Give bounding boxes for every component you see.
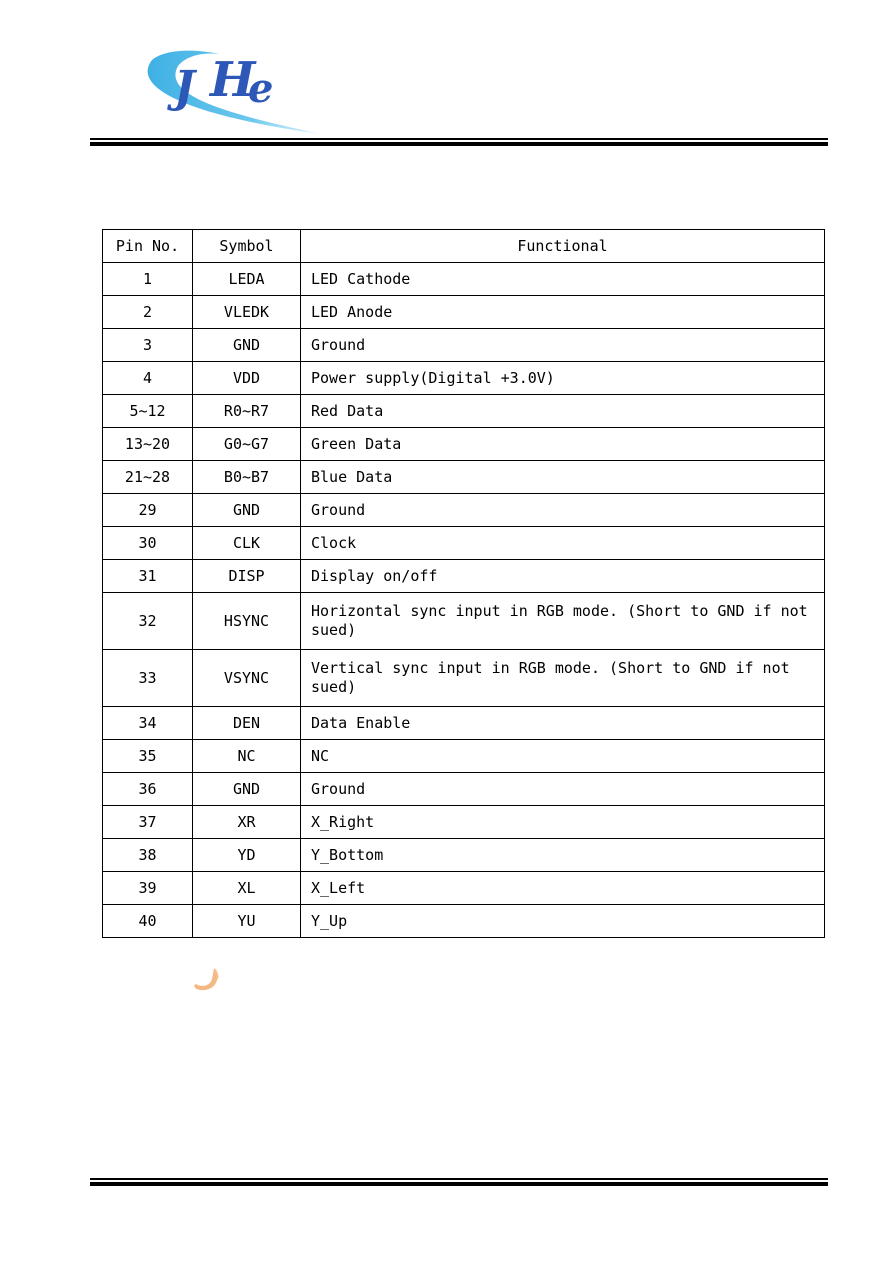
pin-number: 21~28	[103, 461, 193, 494]
footer-rule	[90, 1178, 828, 1187]
table-row	[103, 527, 825, 560]
pin-function: LED Cathode	[301, 263, 825, 296]
table-row	[103, 872, 825, 905]
pin-number: 38	[103, 839, 193, 872]
pin-symbol: GND	[193, 494, 301, 527]
header-symbol: Symbol	[193, 230, 301, 263]
pin-symbol: VLEDK	[193, 296, 301, 329]
pin-number: 39	[103, 872, 193, 905]
table-row	[103, 707, 825, 740]
header-rule	[90, 138, 828, 147]
pin-number: 4	[103, 362, 193, 395]
pin-symbol: G0~G7	[193, 428, 301, 461]
pin-function: LED Anode	[301, 296, 825, 329]
pin-number: 32	[103, 593, 193, 650]
pin-number: 13~20	[103, 428, 193, 461]
pin-function: Power supply(Digital +3.0V)	[301, 362, 825, 395]
table-row	[103, 773, 825, 806]
table-row	[103, 560, 825, 593]
svg-text:J: J	[174, 62, 195, 113]
pin-symbol: XR	[193, 806, 301, 839]
pin-symbol: XL	[193, 872, 301, 905]
pin-function: Display on/off	[301, 560, 825, 593]
pin-symbol: R0~R7	[193, 395, 301, 428]
pin-number: 29	[103, 494, 193, 527]
pin-number: 33	[103, 650, 193, 707]
svg-text:e: e	[248, 65, 274, 112]
pin-function: Y_Bottom	[301, 839, 825, 872]
pin-function: NC	[301, 740, 825, 773]
pin-symbol: DEN	[193, 707, 301, 740]
table-row	[103, 839, 825, 872]
table-row	[103, 329, 825, 362]
pin-symbol: GND	[193, 329, 301, 362]
pin-symbol: YU	[193, 905, 301, 938]
table-row	[103, 263, 825, 296]
pin-symbol: VDD	[193, 362, 301, 395]
pin-number: 40	[103, 905, 193, 938]
table-row	[103, 428, 825, 461]
pin-number: 34	[103, 707, 193, 740]
table-row	[103, 395, 825, 428]
svg-text:H: H	[210, 52, 256, 108]
pin-assignment-table	[102, 229, 825, 938]
pin-function: Blue Data	[301, 461, 825, 494]
pin-function: Red Data	[301, 395, 825, 428]
pin-function: X_Left	[301, 872, 825, 905]
table-row	[103, 905, 825, 938]
table-row	[103, 806, 825, 839]
pin-symbol: CLK	[193, 527, 301, 560]
pin-symbol: DISP	[193, 560, 301, 593]
pin-symbol: NC	[193, 740, 301, 773]
company-logo	[140, 44, 330, 138]
pin-function: Green Data	[301, 428, 825, 461]
pin-function: Data Enable	[301, 707, 825, 740]
table-row	[103, 461, 825, 494]
pin-number: 2	[103, 296, 193, 329]
table-row	[103, 650, 825, 707]
pin-function: Y_Up	[301, 905, 825, 938]
pin-symbol: YD	[193, 839, 301, 872]
pin-symbol: VSYNC	[193, 650, 301, 707]
pin-function: X_Right	[301, 806, 825, 839]
pin-function: Ground	[301, 494, 825, 527]
header-pin-no: Pin No.	[103, 230, 193, 263]
pin-number: 36	[103, 773, 193, 806]
pin-symbol: B0~B7	[193, 461, 301, 494]
table-row	[103, 593, 825, 650]
table-row	[103, 494, 825, 527]
pin-number: 1	[103, 263, 193, 296]
watermark-swirl-icon	[190, 966, 222, 994]
pin-symbol: GND	[193, 773, 301, 806]
table-row	[103, 296, 825, 329]
pin-symbol: LEDA	[193, 263, 301, 296]
pin-number: 35	[103, 740, 193, 773]
pin-function: Vertical sync input in RGB mode. (Short to GND if not sued)	[301, 650, 825, 707]
pin-symbol: HSYNC	[193, 593, 301, 650]
pin-function: Ground	[301, 329, 825, 362]
table-row	[103, 740, 825, 773]
pin-function: Horizontal sync input in RGB mode. (Short to GND if not sued)	[301, 593, 825, 650]
table-row	[103, 362, 825, 395]
pin-number: 31	[103, 560, 193, 593]
pin-number: 3	[103, 329, 193, 362]
header-functional: Functional	[301, 230, 825, 263]
pin-number: 37	[103, 806, 193, 839]
pin-function: Clock	[301, 527, 825, 560]
pin-number: 30	[103, 527, 193, 560]
table-header-row	[103, 230, 825, 263]
pin-function: Ground	[301, 773, 825, 806]
pin-number: 5~12	[103, 395, 193, 428]
